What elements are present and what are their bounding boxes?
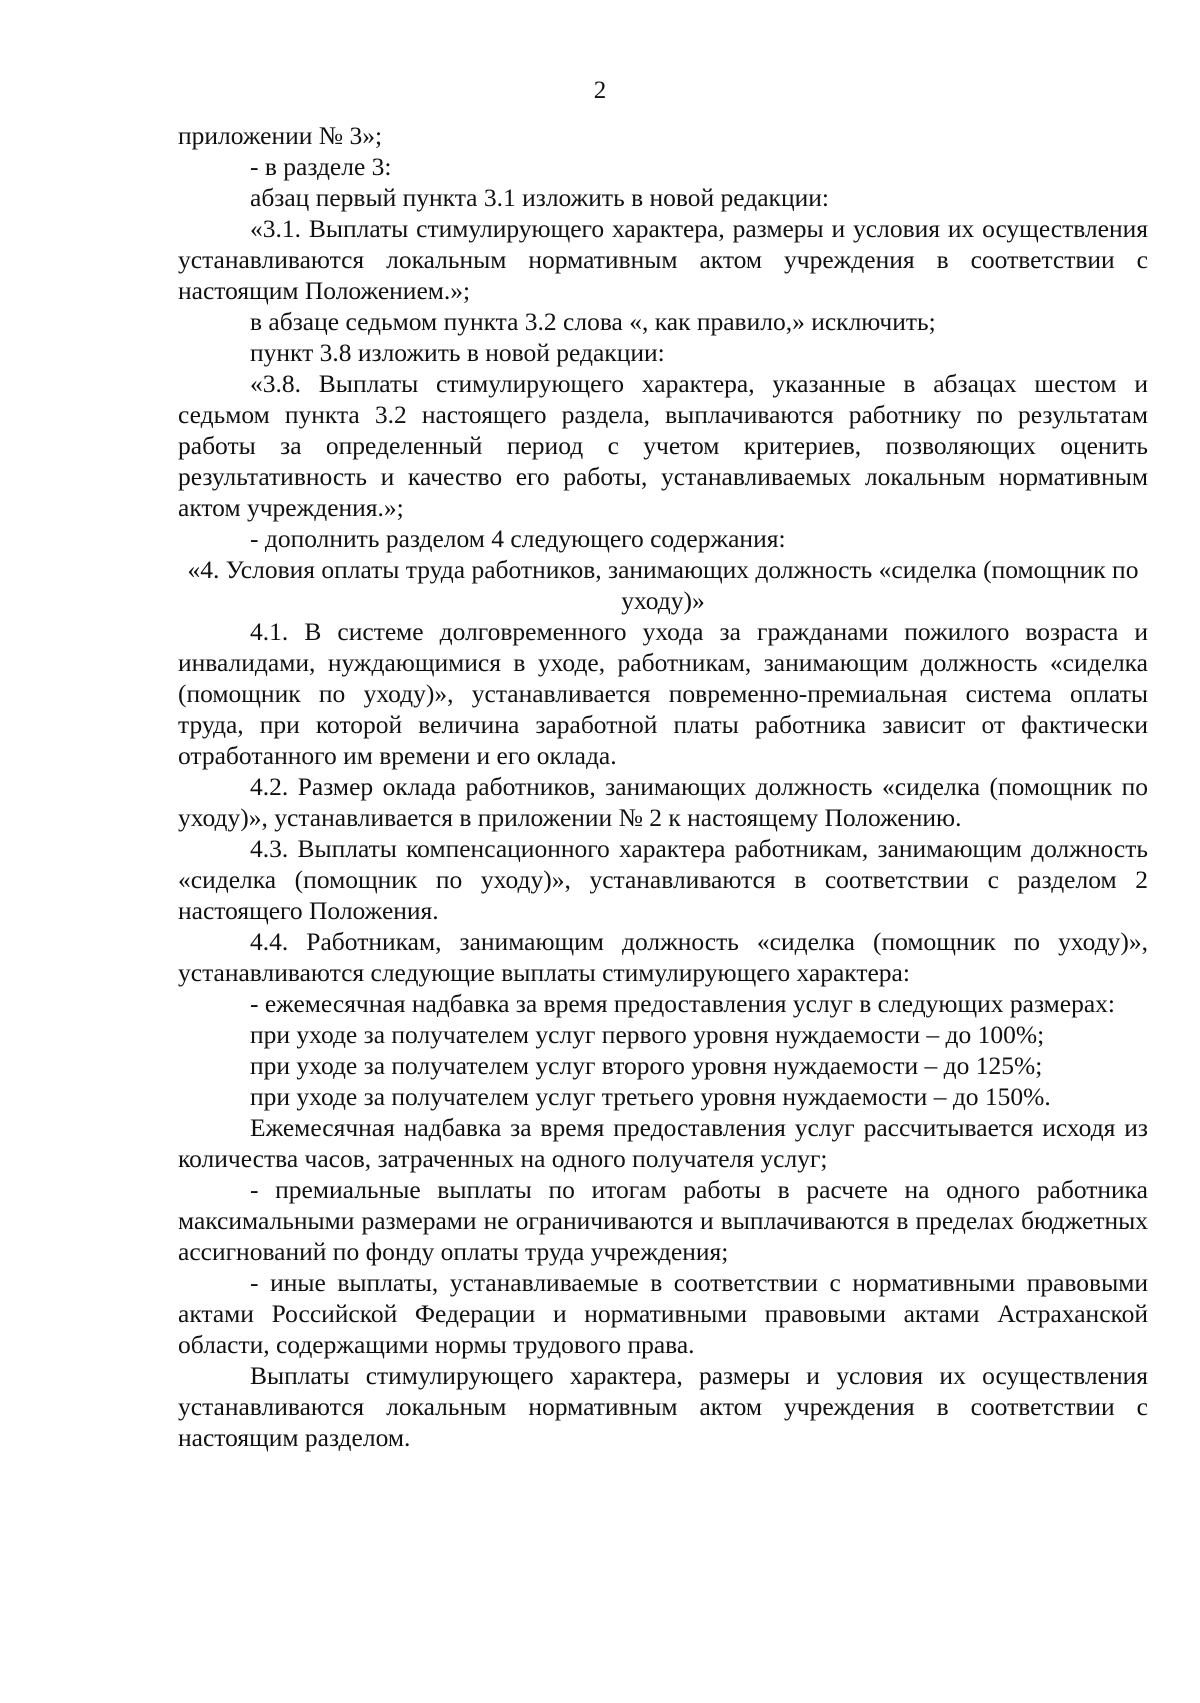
paragraph: приложении № 3»;	[178, 121, 383, 150]
paragraph: - дополнить разделом 4 следующего содержания:	[250, 524, 786, 553]
paragraph: «3.8. Выплаты стимулирующего характера, указанные в абзацах шестом и седьмом пункта 3.2 настоящего раздела, выплачиваются работнику по результатам работы за определенный период с учетом критериев, позволяющих оценить результативность и качество его работы, устанавливаемых локальным нормативным актом учреждения.»;	[178, 369, 1148, 522]
paragraph: при уходе за получателем услуг второго уровня нуждаемости – до 125%;	[250, 1051, 1043, 1080]
paragraph: - премиальные выплаты по итогам работы в расчете на одного работника максимальными размерами не ограничиваются и выплачиваются в пределах бюджетных ассигнований по фонду оплаты труда учреждения;	[178, 1175, 1148, 1266]
paragraph: - иные выплаты, устанавливаемые в соответствии с нормативными правовыми актами Российской Федерации и нормативными правовыми актами Астраханской области, содержащими нормы трудового права.	[178, 1268, 1148, 1359]
paragraph: 4.2. Размер оклада работников, занимающих должность «сиделка (помощник по уходу)», устанавливается в приложении № 2 к настоящему Положению.	[178, 772, 1148, 832]
paragraph: Ежемесячная надбавка за время предоставления услуг рассчитывается исходя из количества часов, затраченных на одного получателя услуг;	[178, 1113, 1148, 1173]
paragraph: пункт 3.8 изложить в новой редакции:	[250, 338, 665, 367]
paragraph: абзац первый пункта 3.1 изложить в новой редакции:	[250, 183, 829, 212]
paragraph: при уходе за получателем услуг третьего уровня нуждаемости – до 150%.	[250, 1082, 1051, 1111]
page-number: 2	[593, 77, 607, 104]
paragraph: Выплаты стимулирующего характера, размеры и условия их осуществления устанавливаются локальным нормативным актом учреждения в соответствии с настоящим разделом.	[178, 1361, 1148, 1452]
paragraph: «3.1. Выплаты стимулирующего характера, размеры и условия их осуществления устанавливаются локальным нормативным актом учреждения в соответствии с настоящим Положением.»;	[178, 214, 1148, 305]
paragraph: при уходе за получателем услуг первого уровня нуждаемости – до 100%;	[250, 1020, 1045, 1049]
section-heading: «4. Условия оплаты труда работников, занимающих должность «сиделка (помощник по уходу)»	[187, 555, 1139, 615]
paragraph: 4.4. Работникам, занимающим должность «сиделка (помощник по уходу)», устанавливаются следующие выплаты стимулирующего характера:	[178, 927, 1148, 987]
paragraph: 4.1. В системе долговременного ухода за гражданами пожилого возраста и инвалидами, нуждающимися в уходе, работникам, занимающим должность «сиделка (помощник по уходу)», устанавливается повременно-премиальная система оплаты труда, при которой величина заработной платы работника зависит от фактически отработанного им времени и его оклада.	[178, 617, 1148, 770]
document-body	[178, 120, 1148, 1453]
paragraph: в абзаце седьмом пункта 3.2 слова «, как правило,» исключить;	[250, 307, 936, 336]
paragraph: - ежемесячная надбавка за время предоставления услуг в следующих размерах:	[250, 989, 1116, 1018]
paragraph: 4.3. Выплаты компенсационного характера работникам, занимающим должность «сиделка (помощник по уходу)», устанавливаются в соответствии с разделом 2 настоящего Положения.	[178, 834, 1148, 925]
paragraph: - в разделе 3:	[250, 152, 392, 181]
